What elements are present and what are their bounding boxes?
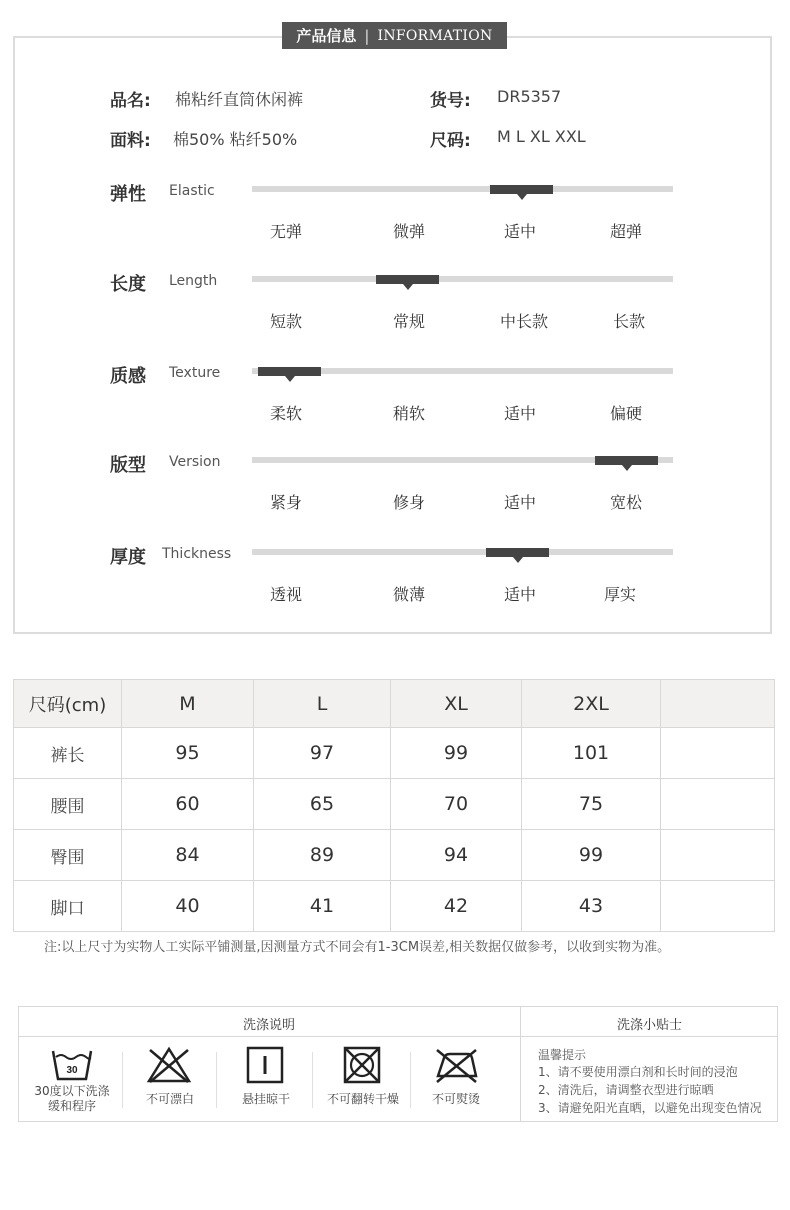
attr-length-zh: 长度 bbox=[110, 274, 146, 295]
table-cell: 42 bbox=[391, 881, 522, 932]
wash-temp-text: 30 bbox=[66, 1065, 78, 1076]
table-cell: 75 bbox=[522, 779, 661, 830]
table-row bbox=[14, 728, 775, 779]
thickness-scale-track bbox=[252, 549, 673, 555]
care-label: 不可熨烫 bbox=[431, 1092, 480, 1106]
care-separator bbox=[312, 1052, 313, 1108]
table-cell: 94 bbox=[391, 830, 522, 881]
size-table bbox=[13, 679, 775, 932]
care-label-line: 30度以下洗涤 bbox=[34, 1084, 110, 1098]
table-header-cell: 2XL bbox=[522, 680, 661, 728]
sku-value: DR5357 bbox=[497, 87, 562, 106]
table-cell: 99 bbox=[522, 830, 661, 881]
table-cell bbox=[661, 830, 775, 881]
header-zh: 产品信息 bbox=[296, 27, 357, 45]
fabric-value: 棉50% 粘纤50% bbox=[173, 130, 298, 149]
section-header bbox=[282, 22, 507, 49]
texture-option-4: 偏硬 bbox=[609, 404, 642, 423]
care-separator bbox=[410, 1052, 411, 1108]
table-cell: 65 bbox=[254, 779, 391, 830]
table-cell: 60 bbox=[122, 779, 254, 830]
name-label: 品名: bbox=[110, 91, 151, 111]
table-cell: 99 bbox=[391, 728, 522, 779]
sku-label: 货号: bbox=[430, 91, 471, 111]
texture-option-3: 适中 bbox=[503, 404, 536, 423]
wash-30-icon bbox=[50, 1045, 94, 1083]
table-header-cell: 尺码(cm) bbox=[14, 680, 122, 728]
length-scale-track bbox=[252, 276, 673, 282]
thickness-option-2: 微薄 bbox=[392, 585, 425, 604]
attr-version-en: Version bbox=[169, 454, 221, 470]
thickness-option-4: 厚实 bbox=[603, 585, 636, 604]
version-option-4: 宽松 bbox=[609, 493, 642, 512]
table-cell: 43 bbox=[522, 881, 661, 932]
measurement-note: 注:以上尺寸为实物人工实际平铺测量,因测量方式不同会有1-3CM误差,相关数据仅做参考，以收到实物为准。 bbox=[44, 940, 671, 955]
care-separator bbox=[216, 1052, 217, 1108]
table-row bbox=[14, 779, 775, 830]
attr-thickness-en: Thickness bbox=[162, 546, 232, 562]
care-label: 不可漂白 bbox=[145, 1092, 194, 1106]
table-header-cell bbox=[661, 680, 775, 728]
care-label-line: 缓和程序 bbox=[47, 1099, 96, 1113]
name-value: 棉粘纤直筒休闲裤 bbox=[175, 90, 304, 109]
size-value: M L XL XXL bbox=[497, 127, 586, 146]
no-tumble-dry-icon bbox=[340, 1046, 384, 1084]
attr-texture-zh: 质感 bbox=[110, 366, 146, 387]
attr-elastic-zh: 弹性 bbox=[110, 184, 146, 205]
attr-texture-en: Texture bbox=[169, 365, 221, 381]
care-separator bbox=[122, 1052, 123, 1108]
length-scale-marker bbox=[376, 275, 439, 284]
row-label: 腰围 bbox=[14, 779, 122, 830]
table-cell: 40 bbox=[122, 881, 254, 932]
tips-title: 洗涤小贴士 bbox=[616, 1018, 682, 1033]
length-option-1: 短款 bbox=[269, 312, 302, 331]
tip-line: 2、清洗后，请调整衣型进行晾晒 bbox=[538, 1083, 714, 1097]
table-cell: 84 bbox=[122, 830, 254, 881]
care-label: 悬挂晾干 bbox=[241, 1092, 290, 1106]
table-cell: 97 bbox=[254, 728, 391, 779]
elastic-option-1: 无弹 bbox=[269, 222, 302, 241]
attr-thickness-zh: 厚度 bbox=[110, 547, 146, 568]
no-bleach-icon bbox=[147, 1046, 191, 1084]
table-cell bbox=[661, 779, 775, 830]
attr-length-en: Length bbox=[169, 273, 218, 289]
texture-option-2: 稍软 bbox=[392, 404, 425, 423]
row-label: 裤长 bbox=[14, 728, 122, 779]
hang-dry-icon bbox=[243, 1046, 287, 1084]
table-cell bbox=[661, 728, 775, 779]
table-cell: 95 bbox=[122, 728, 254, 779]
row-label: 脚口 bbox=[14, 881, 122, 932]
row-label: 臀围 bbox=[14, 830, 122, 881]
no-iron-icon bbox=[434, 1046, 478, 1084]
table-cell: 89 bbox=[254, 830, 391, 881]
attr-version-zh: 版型 bbox=[110, 455, 146, 476]
size-label: 尺码: bbox=[430, 131, 471, 151]
thickness-option-1: 透视 bbox=[269, 585, 302, 604]
table-cell: 41 bbox=[254, 881, 391, 932]
table-cell bbox=[661, 881, 775, 932]
version-option-3: 适中 bbox=[503, 493, 536, 512]
version-option-2: 修身 bbox=[392, 493, 425, 512]
wash-title: 洗涤说明 bbox=[242, 1018, 295, 1033]
table-header-cell: M bbox=[122, 680, 254, 728]
wash-divider bbox=[18, 1036, 778, 1037]
header-en: INFORMATION bbox=[377, 27, 493, 44]
care-label bbox=[24, 1084, 120, 1114]
elastic-scale-track bbox=[252, 186, 673, 192]
length-option-2: 常规 bbox=[392, 312, 425, 331]
elastic-option-3: 适中 bbox=[503, 222, 536, 241]
header-separator: | bbox=[364, 26, 370, 45]
texture-scale-marker bbox=[258, 367, 321, 376]
length-option-3: 中长款 bbox=[499, 312, 548, 331]
thickness-option-3: 适中 bbox=[503, 585, 536, 604]
tips-heading: 温馨提示 bbox=[538, 1048, 587, 1062]
fabric-label: 面料: bbox=[110, 131, 151, 151]
elastic-option-4: 超弹 bbox=[609, 222, 642, 241]
attr-elastic-en: Elastic bbox=[169, 183, 215, 199]
elastic-scale-marker bbox=[490, 185, 553, 194]
table-row bbox=[14, 830, 775, 881]
version-scale-marker bbox=[595, 456, 658, 465]
length-option-4: 长款 bbox=[612, 312, 645, 331]
tip-line: 1、请不要使用漂白剂和长时间的浸泡 bbox=[538, 1065, 738, 1079]
table-header-row bbox=[14, 680, 775, 728]
version-option-1: 紧身 bbox=[269, 493, 302, 512]
elastic-option-2: 微弹 bbox=[392, 222, 425, 241]
table-header-cell: L bbox=[254, 680, 391, 728]
care-label: 不可翻转干燥 bbox=[326, 1092, 399, 1106]
tip-line: 3、请避免阳光直晒，以避免出现变色情况 bbox=[538, 1101, 762, 1115]
table-row bbox=[14, 881, 775, 932]
table-header-cell: XL bbox=[391, 680, 522, 728]
texture-option-1: 柔软 bbox=[269, 404, 302, 423]
thickness-scale-marker bbox=[486, 548, 549, 557]
table-cell: 101 bbox=[522, 728, 661, 779]
table-cell: 70 bbox=[391, 779, 522, 830]
